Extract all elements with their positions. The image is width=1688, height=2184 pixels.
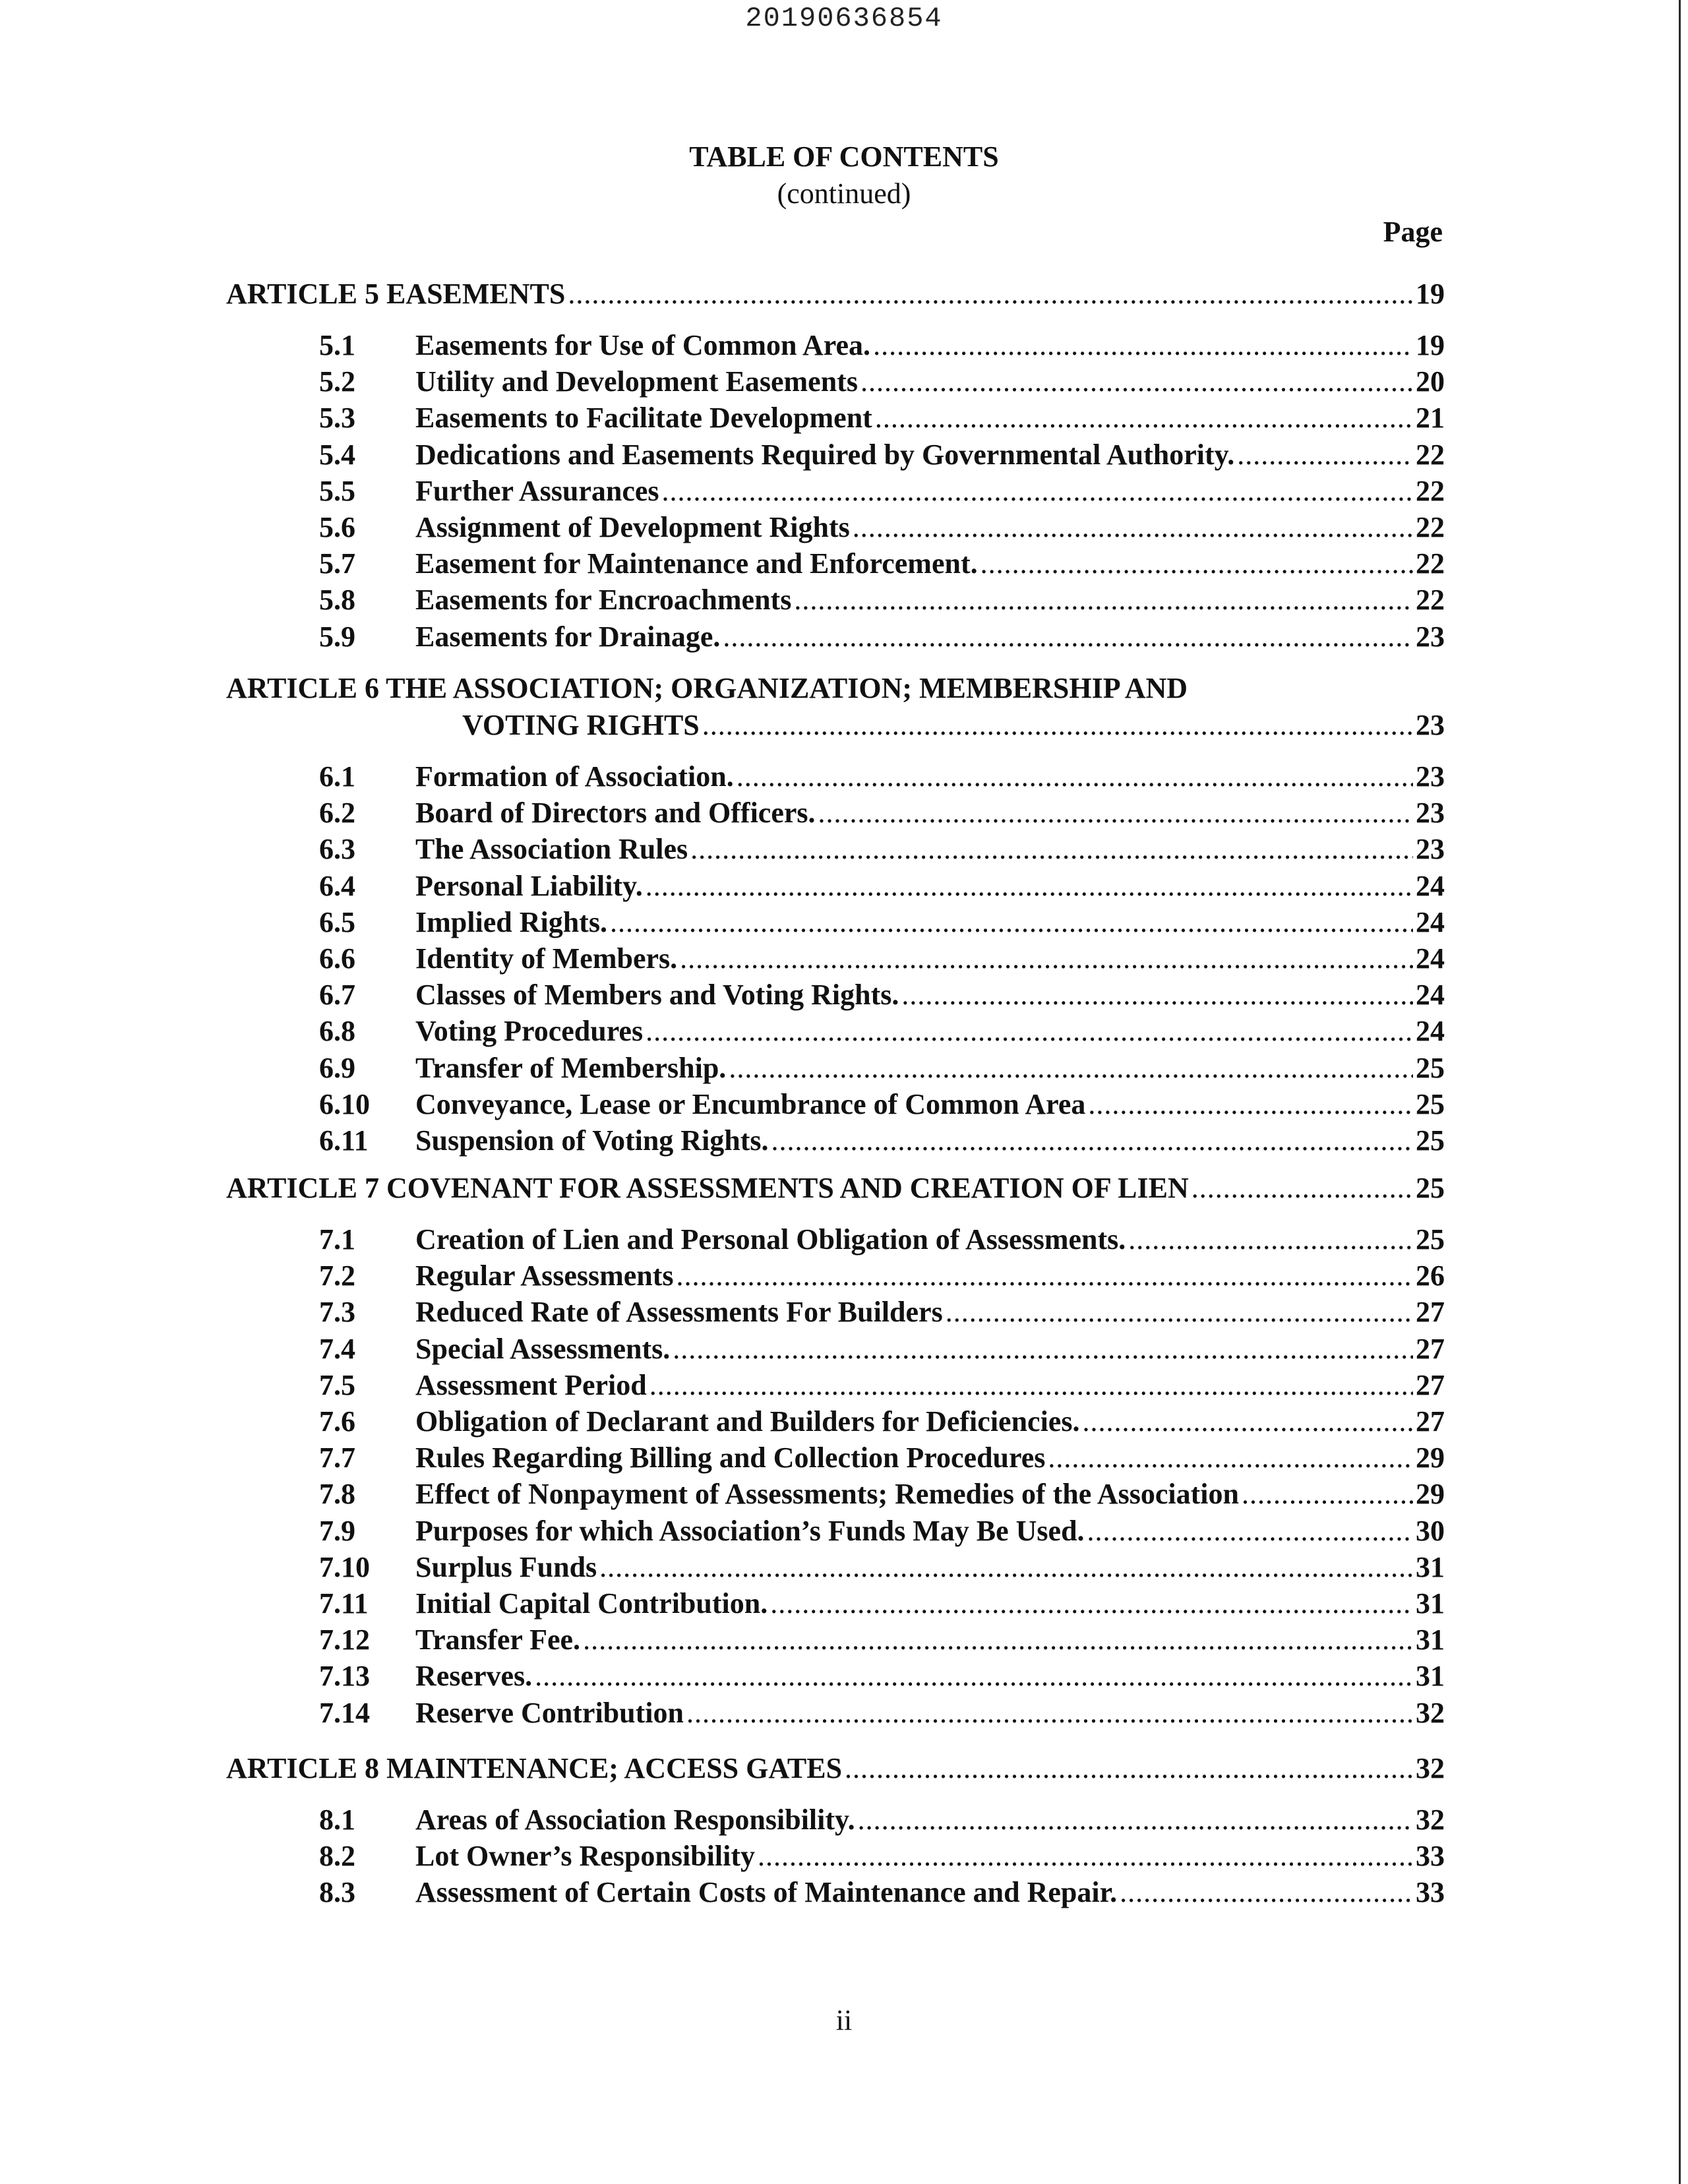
section-entry	[415, 473, 1445, 510]
section-page-number: 23	[1416, 833, 1445, 866]
section-number: 5.3	[319, 402, 355, 435]
dot-leader	[686, 1695, 1413, 1732]
section-entry	[415, 1476, 1445, 1513]
toc-article[interactable]	[226, 670, 1445, 744]
section-title: Personal Liability.	[415, 869, 643, 902]
section-page-number: 32	[1416, 1696, 1445, 1729]
section-title: Identity of Members.	[415, 942, 678, 975]
toc-section-row[interactable]	[0, 1476, 1688, 1513]
dot-leader	[845, 1750, 1413, 1787]
dot-leader	[1191, 1170, 1413, 1207]
section-page-number: 22	[1416, 547, 1445, 580]
section-title: Easements to Facilitate Development	[415, 402, 872, 435]
section-entry	[415, 363, 1445, 400]
section-entry	[415, 1403, 1445, 1440]
section-number: 5.7	[319, 547, 355, 580]
section-page-number: 32	[1416, 1804, 1445, 1836]
section-entry	[415, 582, 1445, 619]
toc-section-row[interactable]	[0, 1367, 1688, 1404]
article-heading	[226, 276, 1445, 313]
toc-article[interactable]	[226, 1170, 1445, 1207]
toc-title: TABLE OF CONTENTS	[689, 140, 999, 173]
dot-leader	[599, 1549, 1413, 1586]
toc-article[interactable]	[226, 276, 1445, 313]
section-number: 7.13	[319, 1660, 370, 1693]
section-number: 6.6	[319, 942, 355, 975]
page-folio: ii	[835, 2004, 853, 2036]
section-entry	[415, 1440, 1445, 1476]
section-page-number: 25	[1416, 1051, 1445, 1084]
section-entry	[415, 1802, 1445, 1838]
dot-leader	[729, 1050, 1413, 1087]
dot-leader	[583, 1622, 1413, 1658]
section-title: Further Assurances	[415, 474, 659, 507]
toc-section-row[interactable]	[0, 977, 1688, 1014]
toc-section-row[interactable]	[0, 1221, 1688, 1258]
section-entry	[415, 758, 1445, 795]
toc-section-row[interactable]	[0, 582, 1688, 619]
section-page-number: 23	[1416, 620, 1445, 653]
section-page-number: 30	[1416, 1514, 1445, 1547]
section-title: Assignment of Development Rights	[415, 511, 850, 543]
section-entry	[415, 977, 1445, 1014]
section-number: 6.4	[319, 869, 355, 902]
section-number: 6.10	[319, 1087, 370, 1120]
section-page-number: 31	[1416, 1660, 1445, 1693]
section-entry	[415, 1122, 1445, 1159]
section-entry	[415, 1695, 1445, 1732]
section-page-number: 27	[1416, 1368, 1445, 1401]
section-number: 6.3	[319, 833, 355, 866]
section-page-number: 25	[1416, 1124, 1445, 1157]
section-title: Lot Owner’s Responsibility	[415, 1840, 755, 1873]
section-page-number: 27	[1416, 1332, 1445, 1365]
section-number: 5.2	[319, 365, 355, 398]
toc-section-row[interactable]	[0, 904, 1688, 941]
toc-section-row[interactable]	[0, 1874, 1688, 1911]
section-number: 7.10	[319, 1550, 370, 1583]
section-entry	[415, 1221, 1445, 1258]
toc-section-row[interactable]	[0, 1331, 1688, 1368]
section-number: 7.14	[319, 1696, 370, 1729]
section-page-number: 19	[1416, 329, 1445, 361]
section-title: Special Assessments.	[415, 1332, 671, 1365]
section-page-number: 31	[1416, 1550, 1445, 1583]
toc-section-row[interactable]	[0, 1802, 1688, 1838]
toc-section-row[interactable]	[0, 868, 1688, 905]
section-entry	[415, 1013, 1445, 1050]
toc-section-row[interactable]	[0, 1440, 1688, 1476]
section-number: 7.1	[319, 1223, 355, 1256]
page-column-header: Page	[1383, 216, 1443, 248]
section-entry	[415, 940, 1445, 977]
section-entry	[415, 1050, 1445, 1087]
section-number: 5.1	[319, 329, 355, 361]
dot-leader	[873, 327, 1413, 364]
article-heading-continued	[226, 707, 1445, 744]
article-heading	[226, 1170, 1445, 1207]
toc-section-row[interactable]	[0, 1658, 1688, 1695]
section-entry	[415, 619, 1445, 655]
article-heading-text: VOTING RIGHTS	[462, 709, 700, 741]
dot-leader	[771, 1122, 1413, 1159]
section-page-number: 31	[1416, 1587, 1445, 1620]
dot-leader	[646, 1013, 1413, 1050]
toc-section-row[interactable]	[0, 327, 1688, 364]
section-title: Surplus Funds	[415, 1550, 597, 1583]
section-number: 5.9	[319, 620, 355, 653]
toc-section-row[interactable]	[0, 795, 1688, 832]
dot-leader	[818, 795, 1413, 832]
dot-leader	[875, 400, 1413, 437]
section-page-number: 22	[1416, 438, 1445, 471]
section-entry	[415, 1874, 1445, 1911]
section-entry	[415, 868, 1445, 905]
toc-section-row[interactable]	[0, 1258, 1688, 1294]
section-title: Board of Directors and Officers.	[415, 797, 816, 830]
toc-subtitle: (continued)	[777, 177, 911, 210]
article-page-number: 32	[1416, 1752, 1445, 1784]
dot-leader	[1242, 1476, 1413, 1513]
section-entry	[415, 1258, 1445, 1294]
dot-leader	[946, 1294, 1413, 1331]
section-title: Easements for Drainage.	[415, 620, 721, 653]
section-number: 6.7	[319, 979, 355, 1012]
dot-leader	[980, 545, 1413, 582]
article-heading	[226, 1750, 1445, 1787]
section-number: 5.5	[319, 474, 355, 507]
section-title: Easements for Use of Common Area.	[415, 329, 871, 361]
section-title: Initial Capital Contribution.	[415, 1587, 768, 1620]
section-title: Classes of Members and Voting Rights.	[415, 979, 899, 1012]
section-number: 8.3	[319, 1876, 355, 1909]
section-title: Conveyance, Lease or Encumbrance of Common Area	[415, 1087, 1086, 1120]
section-number: 5.8	[319, 584, 355, 617]
section-entry	[415, 831, 1445, 868]
toc-section-row[interactable]	[0, 400, 1688, 437]
section-title: Suspension of Voting Rights.	[415, 1124, 769, 1157]
dot-leader	[1120, 1874, 1413, 1911]
document-number: 20190636854	[745, 3, 943, 34]
dot-leader	[568, 276, 1413, 313]
section-title: Regular Assessments	[415, 1259, 674, 1292]
section-title: Transfer Fee.	[415, 1623, 581, 1656]
section-title: Transfer of Membership.	[415, 1051, 727, 1084]
section-page-number: 24	[1416, 869, 1445, 902]
section-title: Utility and Development Easements	[415, 365, 858, 398]
section-page-number: 24	[1416, 1015, 1445, 1048]
section-page-number: 29	[1416, 1441, 1445, 1474]
dot-leader	[723, 619, 1413, 655]
dot-leader	[690, 831, 1413, 868]
dot-leader	[1088, 1086, 1413, 1123]
section-page-number: 27	[1416, 1296, 1445, 1329]
section-entry	[415, 1622, 1445, 1658]
toc-section-row[interactable]	[0, 1122, 1688, 1159]
section-title: Dedications and Easements Required by Governmental Authority.	[415, 438, 1235, 471]
dot-leader	[610, 904, 1413, 941]
dot-leader	[535, 1658, 1413, 1695]
section-entry	[415, 795, 1445, 832]
section-entry	[415, 1294, 1445, 1331]
section-title: Formation of Association.	[415, 760, 734, 793]
dot-leader	[1128, 1221, 1413, 1258]
section-title: Implied Rights.	[415, 905, 607, 938]
dot-leader	[737, 758, 1413, 795]
toc-section-row[interactable]	[0, 1513, 1688, 1550]
section-title: Creation of Lien and Personal Obligation of Assessments.	[415, 1223, 1126, 1256]
section-title: Assessment Period	[415, 1368, 647, 1401]
section-title: The Association Rules	[415, 833, 688, 866]
section-page-number: 29	[1416, 1478, 1445, 1511]
section-page-number: 26	[1416, 1259, 1445, 1292]
toc-section-row[interactable]	[0, 831, 1688, 868]
toc-section-row[interactable]	[0, 473, 1688, 510]
toc-section-row[interactable]	[0, 509, 1688, 546]
section-entry	[415, 509, 1445, 546]
section-entry	[415, 1086, 1445, 1123]
section-number: 8.2	[319, 1840, 355, 1873]
toc-section-row[interactable]	[0, 940, 1688, 977]
section-page-number: 24	[1416, 942, 1445, 975]
section-title: Reserves.	[415, 1660, 533, 1693]
section-title: Areas of Association Responsibility.	[415, 1804, 855, 1836]
dot-leader	[673, 1331, 1413, 1368]
dot-leader	[680, 940, 1413, 977]
section-entry	[415, 1331, 1445, 1368]
section-title: Reduced Rate of Assessments For Builders	[415, 1296, 943, 1329]
toc-article[interactable]	[226, 1750, 1445, 1787]
section-number: 7.12	[319, 1623, 370, 1656]
article-heading-text: ARTICLE 7 COVENANT FOR ASSESSMENTS AND CREATION OF LIEN	[226, 1172, 1189, 1204]
section-number: 6.1	[319, 760, 355, 793]
section-number: 7.4	[319, 1332, 355, 1365]
toc-section-row[interactable]	[0, 1403, 1688, 1440]
section-page-number: 21	[1416, 402, 1445, 435]
section-entry	[415, 400, 1445, 437]
section-number: 7.5	[319, 1368, 355, 1401]
dot-leader	[649, 1367, 1413, 1404]
section-page-number: 22	[1416, 511, 1445, 543]
section-page-number: 20	[1416, 365, 1445, 398]
dot-leader	[770, 1585, 1413, 1622]
dot-leader	[860, 363, 1413, 400]
toc-section-row[interactable]	[0, 758, 1688, 795]
section-page-number: 33	[1416, 1876, 1445, 1909]
dot-leader	[858, 1802, 1413, 1838]
section-page-number: 27	[1416, 1405, 1445, 1438]
section-number: 5.6	[319, 511, 355, 543]
dot-leader	[1048, 1440, 1413, 1476]
section-page-number: 22	[1416, 584, 1445, 617]
dot-leader	[1087, 1513, 1413, 1550]
article-heading-text: ARTICLE 6 THE ASSOCIATION; ORGANIZATION; MEMBERSHIP AND	[226, 672, 1188, 704]
section-entry	[415, 545, 1445, 582]
section-page-number: 23	[1416, 760, 1445, 793]
toc-section-row[interactable]	[0, 1294, 1688, 1331]
section-number: 7.7	[319, 1441, 355, 1474]
section-entry	[415, 1838, 1445, 1875]
section-title: Easement for Maintenance and Enforcement.	[415, 547, 978, 580]
dot-leader	[1082, 1403, 1413, 1440]
section-page-number: 24	[1416, 905, 1445, 938]
section-entry	[415, 437, 1445, 473]
dot-leader	[794, 582, 1413, 619]
section-title: Rules Regarding Billing and Collection Procedures	[415, 1441, 1046, 1474]
section-number: 6.9	[319, 1051, 355, 1084]
article-heading	[226, 670, 1445, 707]
section-number: 7.3	[319, 1296, 355, 1329]
article-page-number: 19	[1416, 278, 1445, 310]
toc-section-row[interactable]	[0, 1585, 1688, 1622]
toc-section-row[interactable]	[0, 545, 1688, 582]
section-page-number: 31	[1416, 1623, 1445, 1656]
section-title: Reserve Contribution	[415, 1696, 684, 1729]
section-entry	[415, 327, 1445, 364]
section-page-number: 25	[1416, 1223, 1445, 1256]
section-page-number: 22	[1416, 474, 1445, 507]
section-entry	[415, 1658, 1445, 1695]
section-number: 7.2	[319, 1259, 355, 1292]
section-title: Purposes for which Association’s Funds May Be Used.	[415, 1514, 1085, 1547]
toc-section-row[interactable]	[0, 363, 1688, 400]
dot-leader	[758, 1838, 1413, 1875]
dot-leader	[646, 868, 1413, 905]
toc-section-row[interactable]	[0, 437, 1688, 473]
toc-section-row[interactable]	[0, 1695, 1688, 1732]
section-number: 6.8	[319, 1015, 355, 1048]
toc-section-row[interactable]	[0, 1013, 1688, 1050]
toc-section-row[interactable]	[0, 619, 1688, 655]
section-number: 5.4	[319, 438, 355, 471]
section-page-number: 23	[1416, 797, 1445, 830]
section-entry	[415, 904, 1445, 941]
article-heading-text: ARTICLE 8 MAINTENANCE; ACCESS GATES	[226, 1752, 843, 1784]
section-number: 8.1	[319, 1804, 355, 1836]
toc-section-row[interactable]	[0, 1086, 1688, 1123]
section-number: 6.5	[319, 905, 355, 938]
section-title: Voting Procedures	[415, 1015, 644, 1048]
section-title: Assessment of Certain Costs of Maintenance and Repair.	[415, 1876, 1118, 1909]
section-number: 7.8	[319, 1478, 355, 1511]
section-page-number: 33	[1416, 1840, 1445, 1873]
section-number: 7.9	[319, 1514, 355, 1547]
section-page-number: 25	[1416, 1087, 1445, 1120]
toc-section-row[interactable]	[0, 1838, 1688, 1875]
toc-section-row[interactable]	[0, 1050, 1688, 1087]
article-page-number: 23	[1416, 709, 1445, 741]
article-page-number: 25	[1416, 1172, 1445, 1204]
dot-leader	[853, 509, 1413, 546]
dot-leader	[662, 473, 1413, 510]
section-title: Obligation of Declarant and Builders for Deficiencies.	[415, 1405, 1080, 1438]
section-number: 6.2	[319, 797, 355, 830]
section-title: Easements for Encroachments	[415, 584, 792, 617]
article-heading-text: ARTICLE 5 EASEMENTS	[226, 278, 566, 310]
toc-section-row[interactable]	[0, 1622, 1688, 1658]
section-entry	[415, 1367, 1445, 1404]
section-number: 7.11	[319, 1587, 369, 1620]
section-number: 7.6	[319, 1405, 355, 1438]
section-entry	[415, 1585, 1445, 1622]
dot-leader	[901, 977, 1413, 1014]
section-entry	[415, 1513, 1445, 1550]
section-page-number: 24	[1416, 979, 1445, 1012]
dot-leader	[677, 1258, 1413, 1294]
section-number: 6.11	[319, 1124, 369, 1157]
toc-section-row[interactable]	[0, 1549, 1688, 1586]
dot-leader	[1237, 437, 1413, 473]
section-entry	[415, 1549, 1445, 1586]
section-title: Effect of Nonpayment of Assessments; Remedies of the Association	[415, 1478, 1239, 1511]
dot-leader	[702, 707, 1413, 744]
